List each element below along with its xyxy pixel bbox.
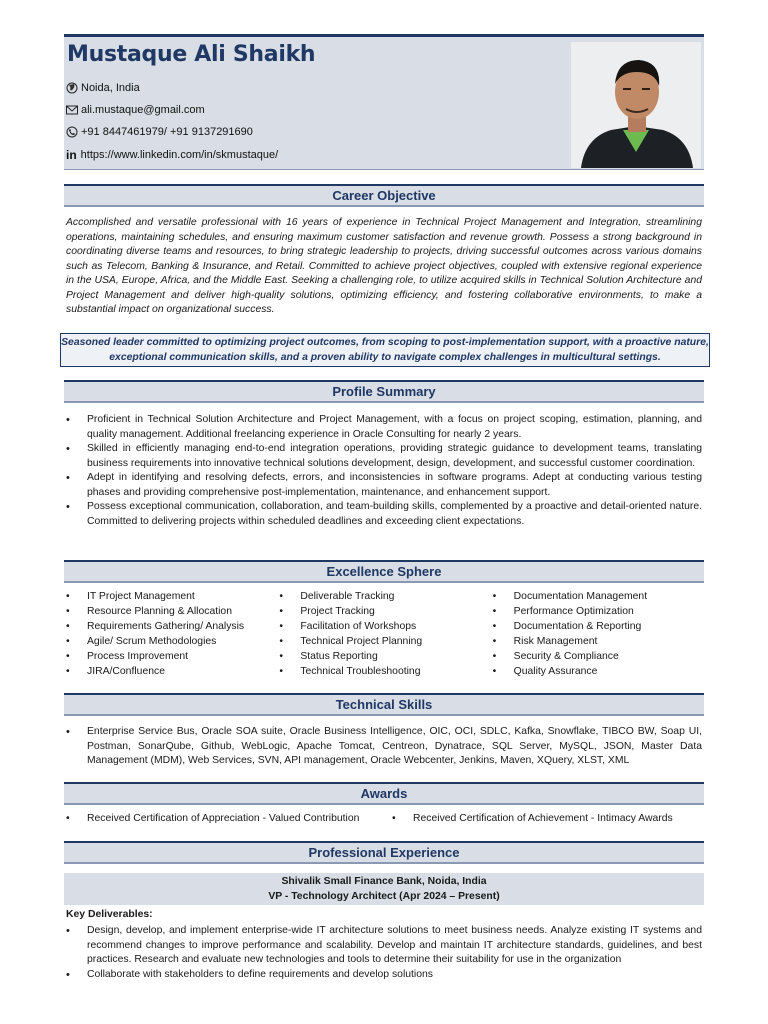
phone-icon [66,126,78,138]
profile-summary-list [66,413,702,529]
excellence-sphere-heading: Excellence Sphere [64,560,704,583]
awards-list [66,813,706,824]
linkedin-row [66,148,278,162]
email-text[interactable]: ali.mustaque@gmail.com [81,104,205,116]
list-item: • Skilled in efficiently managing end-to-end integration operations, providing strategic guidance to development teams, translating business requirements into innovative technical solutions development, design, development, and successful customer coordination. [66,442,702,471]
list-item: • Documentation & Reporting [493,620,706,635]
location-row [66,82,140,94]
list-item: • Documentation Management [493,590,706,605]
list-item: • Technical Troubleshooting [279,665,492,680]
list-item: • Technical Project Planning [279,635,492,650]
phone-text: +91 8447461979/ +91 9137291690 [81,126,253,138]
career-highlight-box: Seasoned leader committed to optimizing project outcomes, from scoping to post-implementation support, with a proactive nature, exceptional communication skills, and a proven ability to navigate complex challenges in multicultural settings. [60,333,710,367]
list-item: • Project Tracking [279,605,492,620]
list-item: • Risk Management [493,635,706,650]
list-item: • Enterprise Service Bus, Oracle SOA suite, Oracle Business Intelligence, OIC, OCI, SDLC, Kafka, Snowflake, TIBCO BW, Soap UI, Postman, SonarQube, Github, WebLogic, Apache Tomcat, Centreon, Dynatrace, SQL Server, MySQL, JSON, Master Data Management (MDM), Web Services, SVN, API management, Oracle Webcenter, Jenkins, Maven, XQuery, XLST, XML [66,725,702,769]
phone-row [66,126,253,138]
list-item: • JIRA/Confluence [66,665,279,680]
professional-experience-heading: Professional Experience [64,841,704,864]
list-item: • Possess exceptional communication, collaboration, and team-building skills, complemented by a proactive and detail-oriented nature. Committed to delivering projects within scheduled deadlines and exceeding client expectations. [66,500,702,529]
list-item: • Design, develop, and implement enterprise-wide IT architecture solutions to meet business needs. Analyze existing IT systems and recommend changes to improve performance and scalability. Develop and maintain IT architecture standards, guidelines, and best practices. Research and evaluate new technologies and tools to determine their suitability for use in the organization [66,924,702,968]
list-item: • IT Project Management [66,590,279,605]
skills-column-1 [66,590,279,679]
technical-skills-heading: Technical Skills [64,693,704,716]
list-item: • Status Reporting [279,650,492,665]
key-deliverables-list [66,924,702,982]
candidate-name: Mustaque Ali Shaikh [67,42,316,67]
linkedin-link[interactable]: https://www.linkedin.com/in/skmustaque/ [80,149,279,161]
list-item: • Facilitation of Workshops [279,620,492,635]
job-title: VP - Technology Architect (Apr 2024 – Present) [268,890,500,902]
list-item: • Received Certification of Appreciation - Valued Contribution [66,813,392,824]
location-text: Noida, India [81,82,140,94]
career-objective-text: Accomplished and versatile professional with 16 years of experience in Technical Project Management and Integration, streamlining operations, maintaining schedules, and ensuring maximum customer satisfaction and revenue growth. Possess a strong background in coordinating diverse teams and resources, to bring strategic leadership to projects, driving successful outcomes across various domains such as Telecom, Banking & Insurance, and Retail. Committed to achieve project objectives, coupled with extensive regional experience in the USA, Europe, Africa, and the Middle East. Seeking a challenging role, to utilize acquired skills in Technical Solution Architecture and Project Management and deliver high-quality solutions, optimizing efficiency, and fostering collaborative environments, to make a substantial impact on organizational success. [66,217,702,315]
list-item: • Security & Compliance [493,650,706,665]
list-item: • Deliverable Tracking [279,590,492,605]
resume-header [64,34,704,170]
globe-icon [66,82,78,94]
company-name: Shivalik Small Finance Bank, Noida, India [281,876,487,887]
list-item: • Performance Optimization [493,605,706,620]
technical-skills-list [66,725,702,769]
skills-column-3 [493,590,706,679]
list-item: • Requirements Gathering/ Analysis [66,620,279,635]
profile-summary-heading: Profile Summary [64,380,704,403]
awards-heading: Awards [64,782,704,805]
career-objective-heading: Career Objective [64,184,704,207]
key-deliverables-label: Key Deliverables: [66,909,153,920]
list-item: • Proficient in Technical Solution Architecture and Project Management, with a focus on project scoping, estimation, planning, and quality management. Additional freelancing experience in Oracle Consulting for nearly 2 years. [66,413,702,442]
list-item: • Received Certification of Achievement - Intimacy Awards [392,813,673,824]
linkedin-icon: in [66,148,77,162]
list-item: • Agile/ Scrum Methodologies [66,635,279,650]
envelope-icon [66,104,78,116]
list-item: • Resource Planning & Allocation [66,605,279,620]
excellence-sphere-columns [66,590,706,679]
profile-photo [571,42,701,168]
list-item: • Collaborate with stakeholders to define requirements and develop solutions [66,968,702,983]
skills-column-2 [279,590,492,679]
email-row [66,104,205,116]
list-item: • Adept in identifying and resolving defects, errors, and inconsistencies in software programs. Adept at conducting various testing phases and providing comprehensive post-implementation, maintenance, and enhancement support. [66,471,702,500]
job-header [64,873,704,905]
list-item: • Process Improvement [66,650,279,665]
list-item: • Quality Assurance [493,665,706,680]
